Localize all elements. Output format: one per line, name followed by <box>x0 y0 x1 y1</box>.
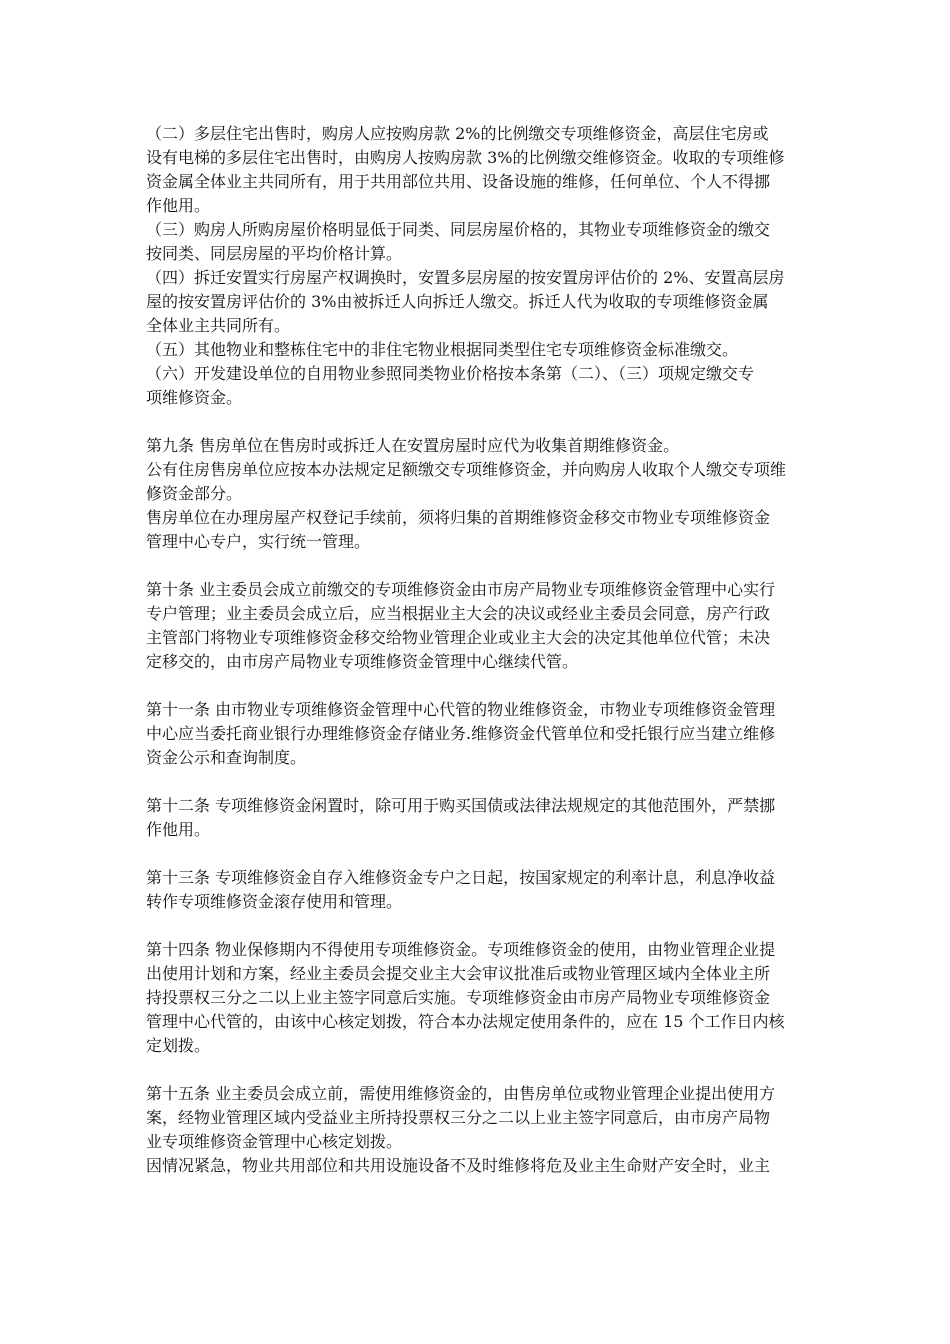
text-line: 屋的按安置房评估价的 3%由被拆迁人向拆迁人缴交。拆迁人代为收取的专项维修资金属 <box>146 292 769 311</box>
text-line: 因情况紧急，物业共用部位和共用设施设备不及时维修将危及业主生命财产安全时，业主 <box>146 1156 771 1175</box>
text-line: 公有住房售房单位应按本办法规定足额缴交专项维修资金，并向购房人收取个人缴交专项维 <box>146 460 787 479</box>
text-line: （四）拆迁安置实行房屋产权调换时，安置多层房屋的按安置房评估价的 2%、安置高层房 <box>146 268 785 287</box>
text-line: 资金属全体业主共同所有，用于共用部位共用、设备设施的维修，任何单位、个人不得挪 <box>146 172 771 191</box>
text-line: （六）开发建设单位的自用物业参照同类物业价格按本条第（二）、（三）项规定缴交专 <box>146 364 755 383</box>
paragraph-gap <box>146 1058 810 1082</box>
text-line: 转作专项维修资金滚存使用和管理。 <box>146 892 403 911</box>
text-line: 项维修资金。 <box>146 388 243 407</box>
text-line: （五）其他物业和整栋住宅中的非住宅物业根据同类型住宅专项维修资金标准缴交。 <box>146 340 739 359</box>
text-line: 主管部门将物业专项维修资金移交给物业管理企业或业主大会的决定其他单位代管；未决 <box>146 628 771 647</box>
paragraph <box>146 698 810 770</box>
paragraph <box>146 938 810 1058</box>
text-line: 持投票权三分之二以上业主签字同意后实施。专项维修资金由市房产局物业专项维修资金 <box>146 988 771 1007</box>
paragraph <box>146 578 810 674</box>
paragraph-gap <box>146 410 810 434</box>
paragraph <box>146 122 810 410</box>
text-line: 专户管理；业主委员会成立后，应当根据业主大会的决议或经业主委员会同意，房产行政 <box>146 604 771 623</box>
text-line: （三）购房人所购房屋价格明显低于同类、同层房屋价格的，其物业专项维修资金的缴交 <box>146 220 771 239</box>
text-line: 按同类、同层房屋的平均价格计算。 <box>146 244 403 263</box>
text-line: 定划拨。 <box>146 1036 211 1055</box>
text-line: 第十三条 专项维修资金自存入维修资金专户之日起，按国家规定的利率计息，利息净收益 <box>146 868 776 887</box>
text-line: 中心应当委托商业银行办理维修资金存储业务.维修资金代管单位和受托银行应当建立维修 <box>146 724 776 743</box>
text-line: 定移交的，由市房产局物业专项维修资金管理中心继续代管。 <box>146 652 579 671</box>
text-line: 第九条 售房单位在售房时或拆迁人在安置房屋时应代为收集首期维修资金。 <box>146 436 680 455</box>
text-line: 第十五条 业主委员会成立前，需使用维修资金的，由售房单位或物业管理企业提出使用方 <box>146 1084 776 1103</box>
paragraph-gap <box>146 770 810 794</box>
text-line: 售房单位在办理房屋产权登记手续前，须将归集的首期维修资金移交市物业专项维修资金 <box>146 508 771 527</box>
text-line: 第十条 业主委员会成立前缴交的专项维修资金由市房产局物业专项维修资金管理中心实行 <box>146 580 776 599</box>
text-line: 第十四条 物业保修期内不得使用专项维修资金。专项维修资金的使用，由物业管理企业提 <box>146 940 776 959</box>
text-line: 修资金部分。 <box>146 484 243 503</box>
paragraph <box>146 794 810 842</box>
text-line: 全体业主共同所有。 <box>146 316 291 335</box>
text-line: 出使用计划和方案，经业主委员会提交业主大会审议批准后或物业管理区域内全体业主所 <box>146 964 771 983</box>
paragraph <box>146 1082 810 1178</box>
document-page <box>146 122 810 1178</box>
text-line: 第十一条 由市物业专项维修资金管理中心代管的物业维修资金，市物业专项维修资金管理 <box>146 700 776 719</box>
paragraph-gap <box>146 914 810 938</box>
text-line: 作他用。 <box>146 820 211 839</box>
text-line: 管理中心专户，实行统一管理。 <box>146 532 371 551</box>
paragraph <box>146 434 810 554</box>
paragraph-gap <box>146 554 810 578</box>
text-line: 管理中心代管的，由该中心核定划拨，符合本办法规定使用条件的，应在 15 个工作日内核 <box>146 1012 785 1031</box>
text-line: 作他用。 <box>146 196 211 215</box>
text-line: 设有电梯的多层住宅出售时，由购房人按购房款 3%的比例缴交维修资金。收取的专项维修 <box>146 148 785 167</box>
text-line: （二）多层住宅出售时，购房人应按购房款 2%的比例缴交专项维修资金，高层住宅房或 <box>146 124 769 143</box>
text-line: 业专项维修资金管理中心核定划拨。 <box>146 1132 403 1151</box>
text-line: 资金公示和查询制度。 <box>146 748 307 767</box>
paragraph-gap <box>146 674 810 698</box>
text-line: 案，经物业管理区域内受益业主所持投票权三分之二以上业主签字同意后，由市房产局物 <box>146 1108 771 1127</box>
paragraph-gap <box>146 842 810 866</box>
paragraph <box>146 866 810 914</box>
text-line: 第十二条 专项维修资金闲置时，除可用于购买国债或法律法规规定的其他范围外，严禁挪 <box>146 796 776 815</box>
